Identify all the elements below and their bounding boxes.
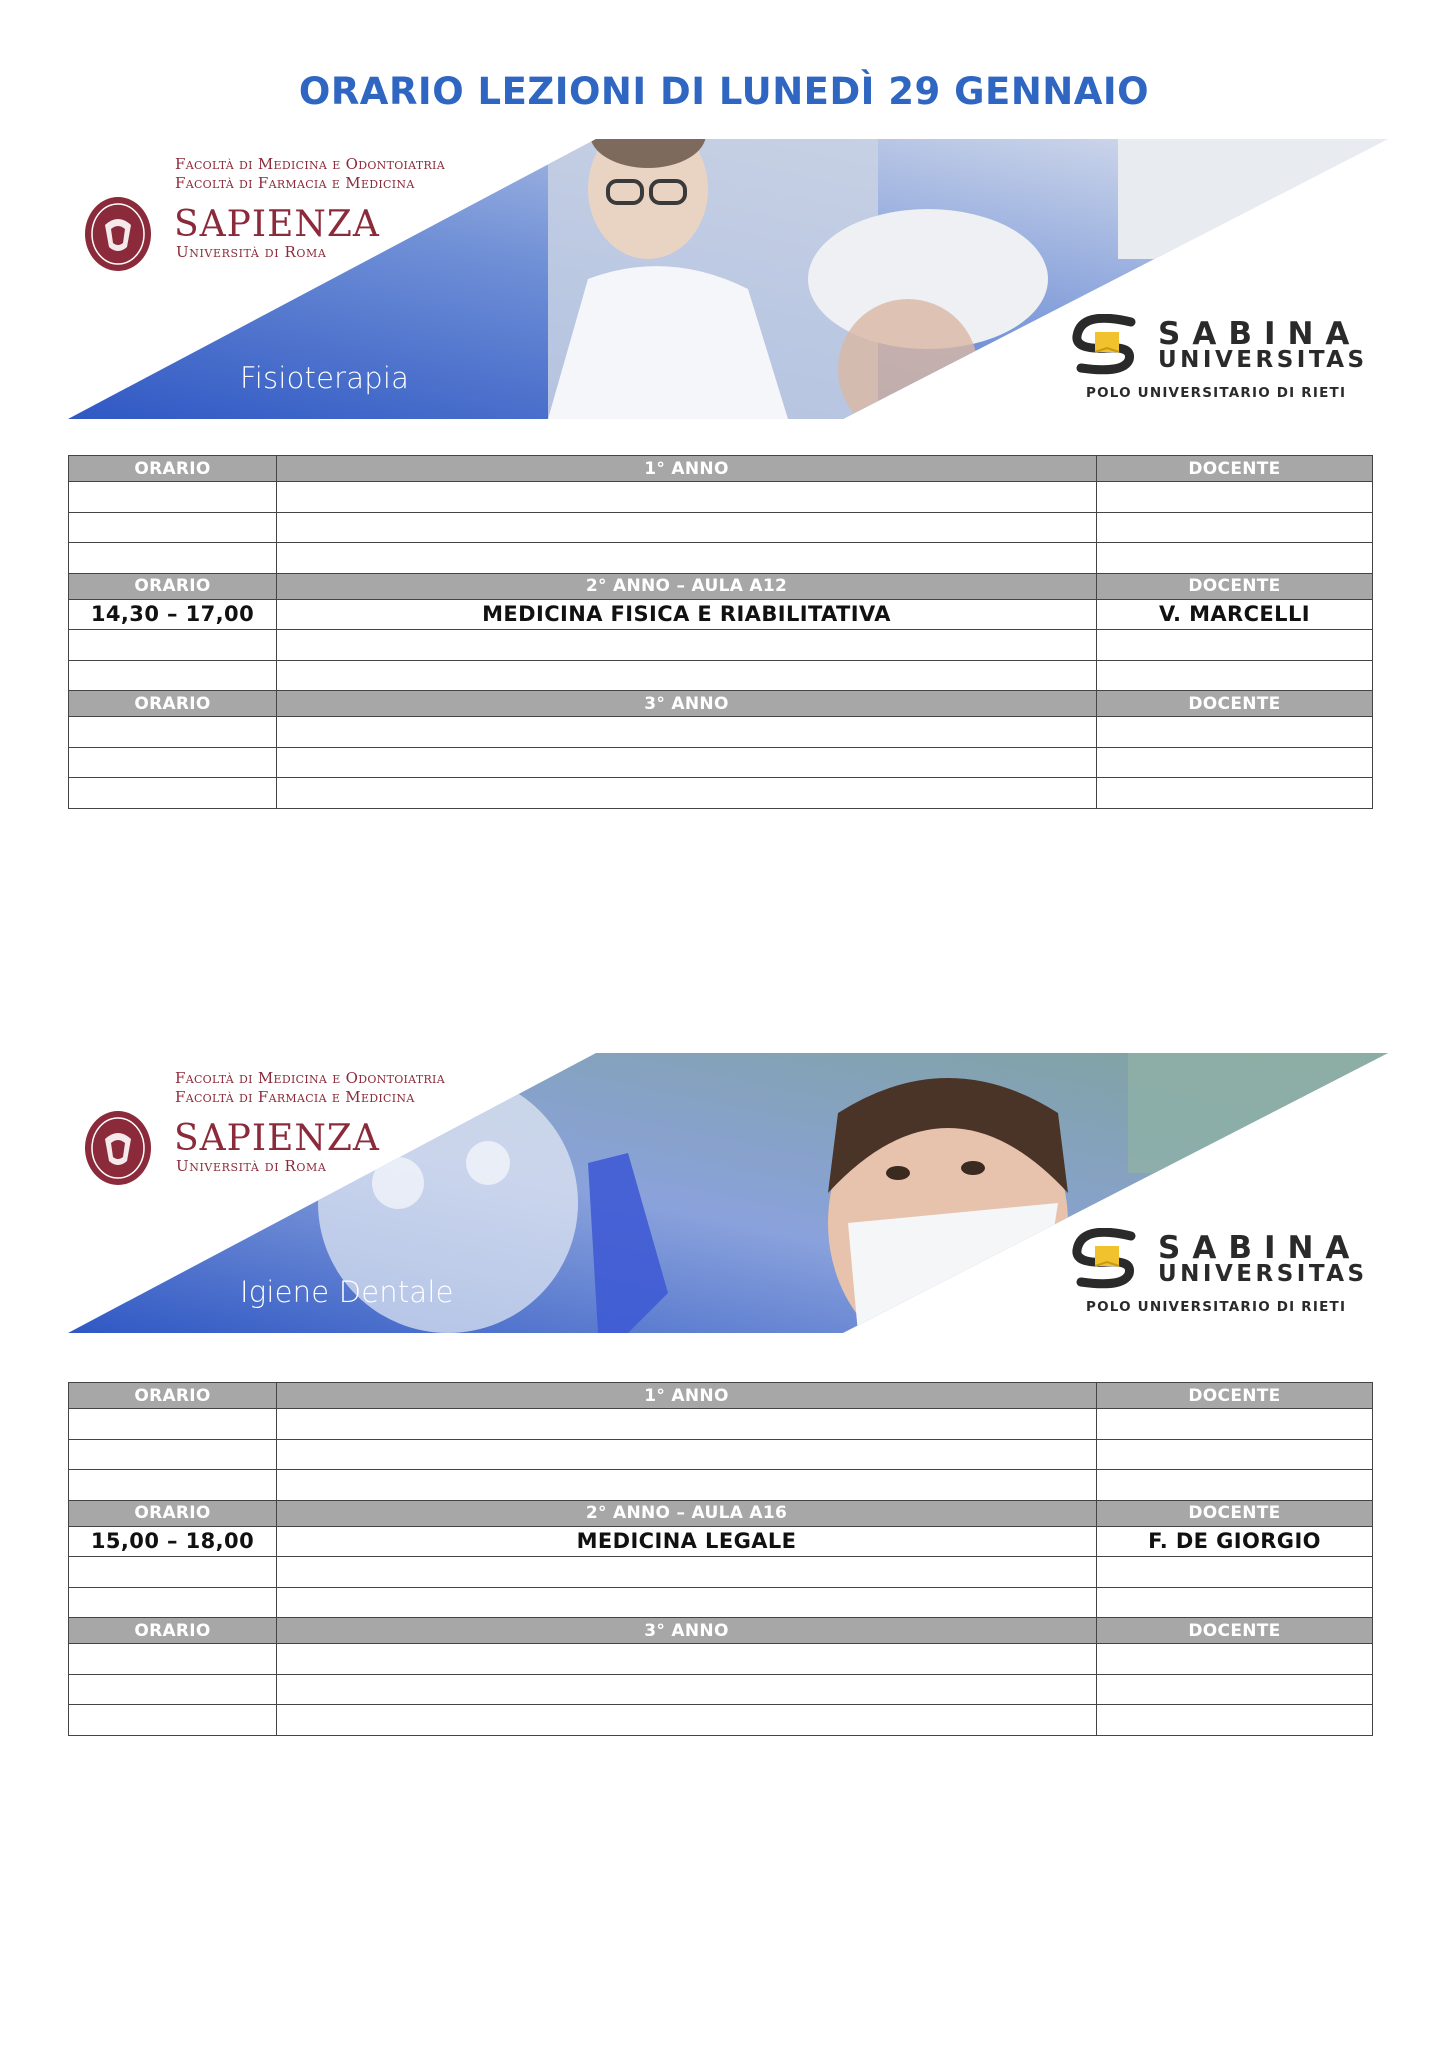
cell-time: 15,00 – 18,00	[69, 1526, 277, 1557]
cell-time	[69, 1470, 277, 1501]
sabina-book-logo-icon	[1071, 1228, 1146, 1290]
cell-teacher	[1097, 778, 1373, 809]
cell-course: MEDICINA FISICA E RIABILITATIVA	[277, 599, 1097, 630]
cell-course	[277, 482, 1097, 513]
header-teacher: DOCENTE	[1097, 1500, 1373, 1526]
cell-teacher	[1097, 1705, 1373, 1736]
table-row	[69, 747, 1373, 778]
table-header-row	[69, 1618, 1373, 1644]
header-teacher: DOCENTE	[1097, 1618, 1373, 1644]
table-row	[69, 660, 1373, 691]
table-row	[69, 1705, 1373, 1736]
table-row	[69, 1644, 1373, 1675]
table-row	[69, 1587, 1373, 1618]
cell-time	[69, 630, 277, 661]
course-name: Igiene Dentale	[240, 1275, 454, 1309]
cell-teacher	[1097, 543, 1373, 574]
cell-time	[69, 1409, 277, 1440]
cell-time	[69, 482, 277, 513]
partner-subtitle: UNIVERSITAS	[1158, 347, 1368, 373]
cell-teacher	[1097, 512, 1373, 543]
cell-teacher	[1097, 1674, 1373, 1705]
university-subtitle: Università di Roma	[176, 1157, 327, 1175]
partner-name: SABINA	[1158, 1230, 1362, 1266]
table-row	[69, 1674, 1373, 1705]
course-name: Fisioterapia	[240, 361, 410, 395]
table-row	[69, 482, 1373, 513]
header-year: 1° ANNO	[277, 456, 1097, 482]
table-row	[69, 512, 1373, 543]
cell-teacher	[1097, 1587, 1373, 1618]
header-time: ORARIO	[69, 456, 277, 482]
cell-time	[69, 747, 277, 778]
cell-teacher	[1097, 660, 1373, 691]
cell-teacher	[1097, 1409, 1373, 1440]
course-banner-igiene-dentale	[68, 1053, 1388, 1333]
table-header-row	[69, 1500, 1373, 1526]
header-year: 2° ANNO – AULA A16	[277, 1500, 1097, 1526]
cell-time	[69, 660, 277, 691]
table-row	[69, 1526, 1373, 1557]
table-row	[69, 1439, 1373, 1470]
sapienza-seal-icon	[83, 195, 153, 273]
cell-course	[277, 660, 1097, 691]
course-banner-fisioterapia	[68, 139, 1388, 419]
cell-teacher	[1097, 1557, 1373, 1588]
table-header-row	[69, 456, 1373, 482]
header-time: ORARIO	[69, 1618, 277, 1644]
cell-time	[69, 1587, 277, 1618]
cell-teacher	[1097, 630, 1373, 661]
cell-course	[277, 1557, 1097, 1588]
cell-time	[69, 1705, 277, 1736]
cell-course	[277, 747, 1097, 778]
cell-time: 14,30 – 17,00	[69, 599, 277, 630]
cell-teacher: F. DE GIORGIO	[1097, 1526, 1373, 1557]
table-row	[69, 599, 1373, 630]
cell-time	[69, 1674, 277, 1705]
cell-teacher	[1097, 1644, 1373, 1675]
table-row	[69, 778, 1373, 809]
cell-course	[277, 1439, 1097, 1470]
partner-polo: POLO UNIVERSITARIO DI RIETI	[1086, 1299, 1347, 1315]
cell-time	[69, 717, 277, 748]
cell-time	[69, 543, 277, 574]
table-row	[69, 543, 1373, 574]
cell-teacher	[1097, 747, 1373, 778]
cell-time	[69, 1644, 277, 1675]
partner-name: SABINA	[1158, 316, 1362, 352]
header-year: 2° ANNO – AULA A12	[277, 573, 1097, 599]
header-year: 1° ANNO	[277, 1383, 1097, 1409]
cell-course	[277, 1409, 1097, 1440]
faculty-line-1: Facoltà di Medicina e Odontoiatria	[175, 1069, 445, 1087]
header-time: ORARIO	[69, 1500, 277, 1526]
cell-course	[277, 1644, 1097, 1675]
cell-teacher	[1097, 1470, 1373, 1501]
university-name: SAPIENZA	[174, 1118, 380, 1159]
partner-polo: POLO UNIVERSITARIO DI RIETI	[1086, 385, 1347, 401]
cell-time	[69, 1439, 277, 1470]
page-title: ORARIO LEZIONI DI LUNEDÌ 29 GENNAIO	[298, 70, 1150, 113]
cell-time	[69, 512, 277, 543]
cell-teacher: V. MARCELLI	[1097, 599, 1373, 630]
faculty-line-1: Facoltà di Medicina e Odontoiatria	[175, 155, 445, 173]
header-teacher: DOCENTE	[1097, 1383, 1373, 1409]
header-teacher: DOCENTE	[1097, 691, 1373, 717]
table-header-row	[69, 691, 1373, 717]
table-row	[69, 630, 1373, 661]
header-teacher: DOCENTE	[1097, 573, 1373, 599]
cell-course	[277, 630, 1097, 661]
header-time: ORARIO	[69, 573, 277, 599]
cell-teacher	[1097, 717, 1373, 748]
university-subtitle: Università di Roma	[176, 243, 327, 261]
header-time: ORARIO	[69, 691, 277, 717]
header-year: 3° ANNO	[277, 691, 1097, 717]
partner-subtitle: UNIVERSITAS	[1158, 1261, 1368, 1287]
schedule-table-fisioterapia	[68, 455, 1373, 809]
cell-teacher	[1097, 482, 1373, 513]
table-header-row	[69, 573, 1373, 599]
cell-course	[277, 1674, 1097, 1705]
header-time: ORARIO	[69, 1383, 277, 1409]
table-row	[69, 717, 1373, 748]
sapienza-seal-icon	[83, 1109, 153, 1187]
cell-course	[277, 1470, 1097, 1501]
table-row	[69, 1470, 1373, 1501]
table-row	[69, 1557, 1373, 1588]
header-year: 3° ANNO	[277, 1618, 1097, 1644]
cell-course	[277, 778, 1097, 809]
sabina-book-logo-icon	[1071, 314, 1146, 376]
cell-time	[69, 778, 277, 809]
cell-time	[69, 1557, 277, 1588]
table-header-row	[69, 1383, 1373, 1409]
cell-course	[277, 1587, 1097, 1618]
table-row	[69, 1409, 1373, 1440]
cell-course	[277, 717, 1097, 748]
faculty-line-2: Facoltà di Farmacia e Medicina	[175, 174, 415, 192]
cell-course	[277, 512, 1097, 543]
schedule-table-igiene-dentale	[68, 1382, 1373, 1736]
cell-course	[277, 543, 1097, 574]
cell-course: MEDICINA LEGALE	[277, 1526, 1097, 1557]
cell-teacher	[1097, 1439, 1373, 1470]
faculty-line-2: Facoltà di Farmacia e Medicina	[175, 1088, 415, 1106]
header-teacher: DOCENTE	[1097, 456, 1373, 482]
cell-course	[277, 1705, 1097, 1736]
university-name: SAPIENZA	[174, 204, 380, 245]
